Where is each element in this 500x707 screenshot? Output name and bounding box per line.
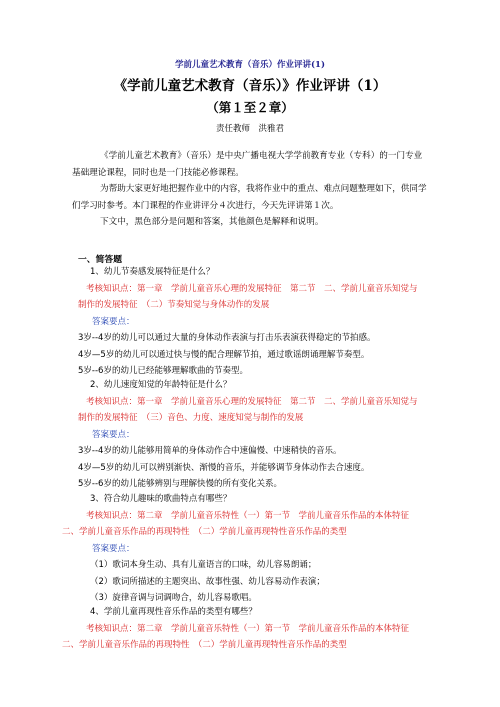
answer-heading: 答案要点： [92,316,135,327]
running-header: 学前儿童艺术教育（音乐）作业评讲(1) [175,60,325,70]
answer-line: （2）歌词所描述的主题突出、故事性强、幼儿容易动作表演； [90,576,325,587]
question-block [62,604,434,654]
knowledge-point-cont: 制作的发展特征 （三）音色、力度、速度知觉与制作的发展 [78,413,304,423]
answer-heading: 答案要点： [92,543,135,554]
knowledge-point: 考核知识点：第二章 学前儿童音乐特性（一）第一节 学前儿童音乐作品的本体特征 [86,510,410,521]
answer-line: 3岁--4岁的幼儿可以通过大量的身体动作表演与打击乐表演获得稳定的节拍感。 [78,333,376,343]
intro-paragraph: 下文中，黑色部分是问题和答案，其他颜色是解释和说明。 [100,217,324,227]
question-block [78,264,433,380]
knowledge-point: 考核知识点：第一章 学前儿童音乐心理的发展特征 第二节 二、学前儿童音乐知觉与 [86,283,418,294]
document-subtitle: （第１至２章） [206,100,294,115]
answer-line: 5岁--6岁的幼儿已经能够理解歌曲的节奏型。 [78,366,248,376]
answer-line: 3岁--4岁的幼儿能够用简单的身体动作合中速偏慢、中速稍快的音乐。 [78,446,342,456]
section-title: 一、简答题 [78,255,122,265]
knowledge-point-cont: 制作的发展特征 （二）节奏知觉与身体动作的发展 [78,300,270,310]
answer-line: （3）旋律音调与词调吻合，幼儿容易歌唱。 [90,593,257,603]
knowledge-point-cont: 二、学前儿童音乐作品的再现特性 （二）学前儿童再现特性音乐作品的类型 [62,527,347,537]
teacher-line: 责任教师 洪雅君 [215,124,284,134]
knowledge-point-cont: 二、学前儿童音乐作品的再现特性 （二）学前儿童再现特性音乐作品的类型 [62,640,347,650]
answer-line: 5岁--6岁的幼儿能够辨别与理解快慢的所有变化关系。 [78,479,282,489]
question-text: 1、幼儿节奏感发展特征是什么？ [90,267,215,277]
question-text: 2、幼儿速度知觉的年龄特征是什么？ [90,380,232,390]
answer-line: 4岁—5岁的幼儿可以通过快与慢的配合理解节拍，通过歌谣朗诵理解节奏型。 [78,349,370,360]
answer-heading: 答案要点： [92,429,135,440]
question-block [78,377,433,493]
question-text: 3、符合幼儿趣味的歌曲特点有哪些？ [90,494,232,504]
intro-paragraph: 为帮助大家更好地把握作业中的内容，我将作业中的重点、难点问题整理如下，供同学们学习时参考。本门课程的作业讲评分４次进行，今天先评讲第１次。 [72,184,427,211]
answer-line: 4岁—5岁的幼儿可以辨别渐快、渐慢的音乐，并能够调节身体动作去合速度。 [78,462,370,473]
intro-paragraph: 《学前儿童艺术教育》（音乐）是中央广播电视大学学前教育专业（专科）的一门专业基础理论课程，同时也是一门技能必修课程。 [72,151,423,178]
knowledge-point: 考核知识点：第二章 学前儿童音乐特性（一）第一节 学前儿童音乐作品的本体特征 [86,623,410,634]
document-title: 《学前儿童艺术教育（音乐）》作业评讲（1） [113,78,387,94]
question-block [62,491,434,607]
intro-paragraphs [72,148,428,231]
question-text: 4、学前儿童再现性音乐作品的类型有哪些？ [90,607,257,617]
answer-line: （1）歌词本身生动、具有儿童语言的口味，幼儿容易朗诵； [90,560,317,570]
knowledge-point: 考核知识点：第一章 学前儿童音乐心理的发展特征 第二节 二、学前儿童音乐知觉与 [86,396,418,407]
